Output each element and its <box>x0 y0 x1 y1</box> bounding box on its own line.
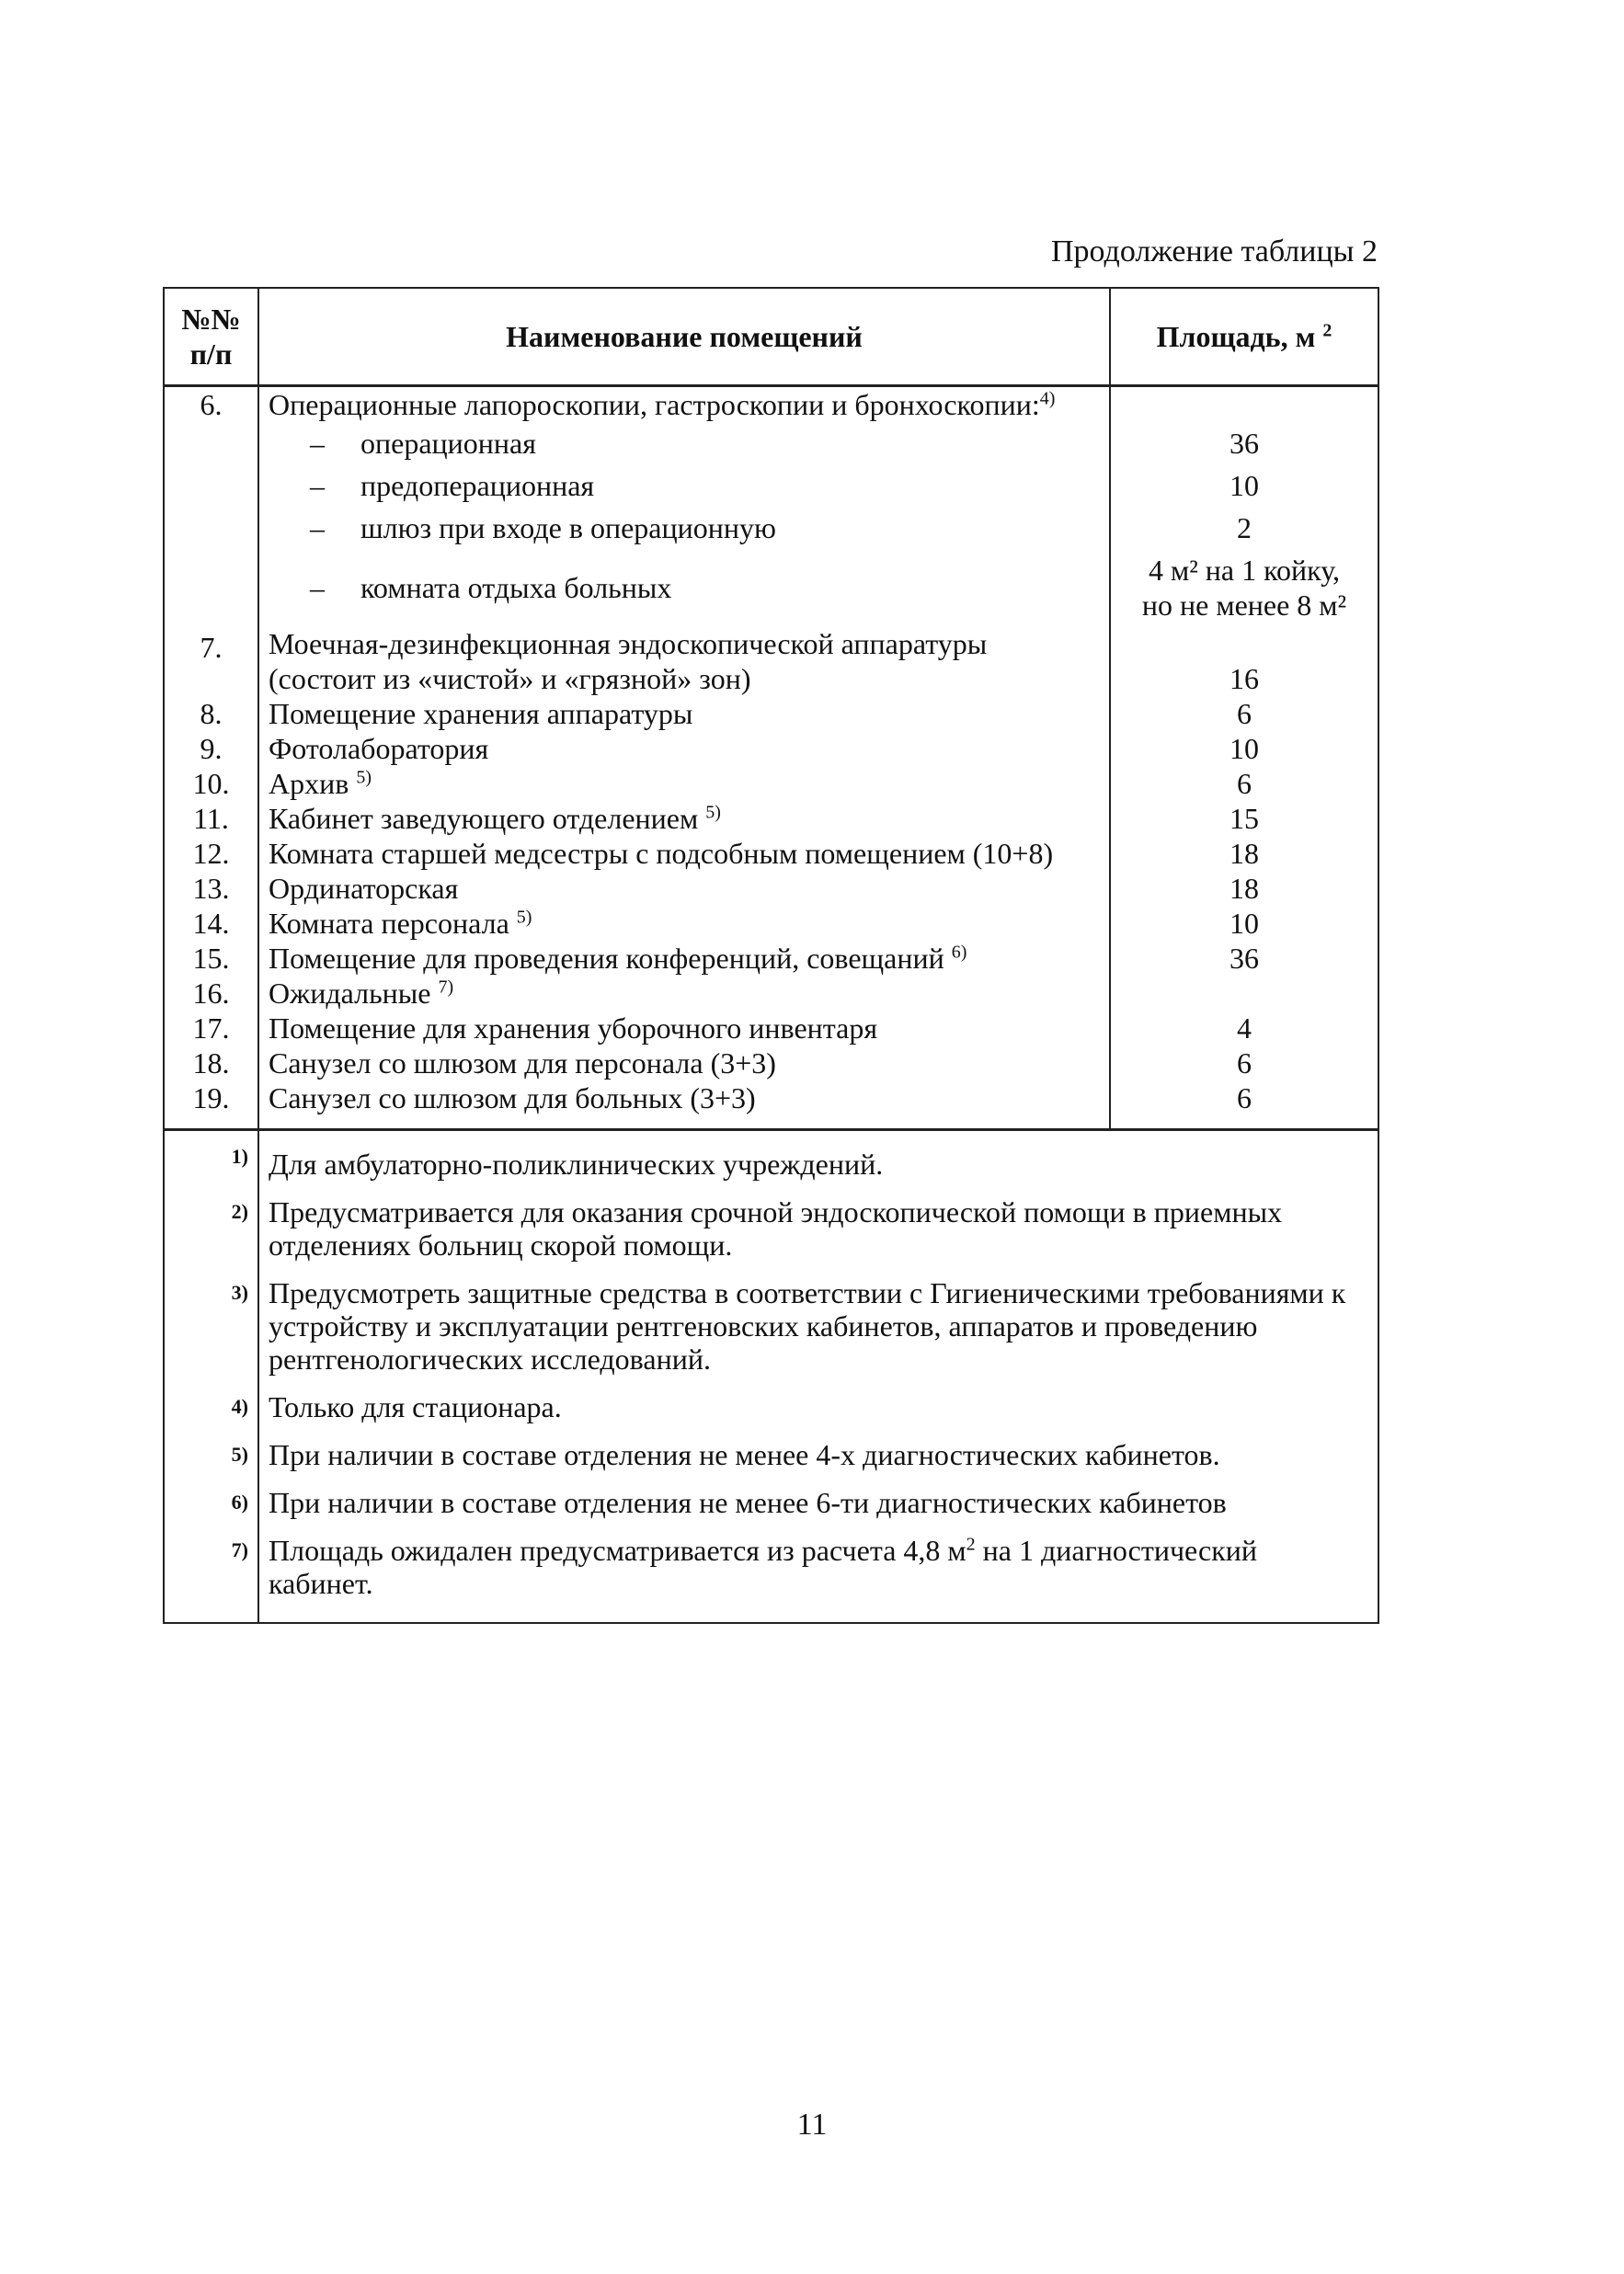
row-value: 6 <box>1110 696 1378 731</box>
table-subrow <box>164 549 1378 626</box>
row-num: 11. <box>164 801 258 836</box>
row-num: 12. <box>164 836 258 871</box>
footnote-row <box>164 1381 1378 1429</box>
footnote-text <box>258 1525 1378 1623</box>
dash: – <box>310 571 325 604</box>
header-area <box>1110 288 1378 386</box>
row-num: 10. <box>164 766 258 801</box>
table-row <box>164 696 1378 731</box>
row-value: 10 <box>1110 906 1378 941</box>
footnote-text: Предусматривается для оказания срочной эндоскопической помощи в приемных отделениях больниц скорой помощи. <box>258 1186 1378 1267</box>
row-value: 18 <box>1110 871 1378 906</box>
footnote-text: Предусмотреть защитные средства в соответствии с Гигиеническими требованиями к устройству и эксплуатации рентгеновских кабинетов, аппаратов и проведению рентгенологических исследований. <box>258 1267 1378 1381</box>
footnote-text: При наличии в составе отделения не менее 6-ти диагностических кабинетов <box>258 1477 1378 1525</box>
row-name <box>258 507 1110 549</box>
row-name <box>258 801 1110 836</box>
row-name <box>258 422 1110 464</box>
footnote-text: Для амбулаторно-поликлинических учреждений. <box>258 1130 1378 1187</box>
table-row <box>164 906 1378 941</box>
footnote-ref: 5) <box>705 802 721 823</box>
row-value <box>1110 976 1378 1011</box>
row-num: 14. <box>164 906 258 941</box>
row-value-line1: 4 м² на 1 койку, <box>1148 554 1341 587</box>
table-subrow <box>164 507 1378 549</box>
table-subrow <box>164 464 1378 507</box>
row-value <box>1110 386 1378 423</box>
footnote-ref: 7) <box>438 977 454 998</box>
footnote-marker: 6) <box>164 1477 258 1525</box>
row-name: Моечная-дезинфекционная эндоскопической аппаратуры (состоит из «чистой» и «грязной» зон) <box>258 626 1110 696</box>
row-value: 16 <box>1110 626 1378 696</box>
footnote-row <box>164 1186 1378 1267</box>
table-row <box>164 976 1378 1011</box>
row-name: Комната старшей медсестры с подсобным помещением (10+8) <box>258 836 1110 871</box>
row-name: Фотолаборатория <box>258 731 1110 766</box>
table-row <box>164 1046 1378 1080</box>
footnote-marker: 2) <box>164 1186 258 1267</box>
table-row <box>164 836 1378 871</box>
row-num: 13. <box>164 871 258 906</box>
footnote-text: При наличии в составе отделения не менее 4-х диагностических кабинетов. <box>258 1429 1378 1477</box>
table-row <box>164 941 1378 976</box>
row-name-text: Кабинет заведующего отделением <box>269 802 699 835</box>
row-value-line2: но не менее 8 м² <box>1141 588 1347 622</box>
footnote-ref: 6) <box>951 942 967 963</box>
table-row <box>164 766 1378 801</box>
footnote-row <box>164 1525 1378 1623</box>
footnote-text-sup: 2 <box>966 1534 976 1555</box>
row-value: 10 <box>1110 731 1378 766</box>
row-value: 18 <box>1110 836 1378 871</box>
row-num-text: 7. <box>200 631 223 664</box>
row-num: 18. <box>164 1046 258 1080</box>
row-value: 4 <box>1110 1011 1378 1046</box>
row-name: Санузел со шлюзом для больных (3+3) <box>258 1080 1110 1130</box>
row-name <box>258 386 1110 423</box>
footnote-text: Только для стационара. <box>258 1381 1378 1429</box>
footnote-marker: 4) <box>164 1381 258 1429</box>
row-num <box>164 549 258 626</box>
row-name-text: Ожидальные <box>269 977 431 1010</box>
row-name <box>258 906 1110 941</box>
table-row <box>164 731 1378 766</box>
table-row <box>164 626 1378 696</box>
row-num <box>164 626 258 696</box>
row-num <box>164 464 258 507</box>
row-name: Ординаторская <box>258 871 1110 906</box>
footnote-text-part2: на 1 диагностический кабинет. <box>269 1534 1258 1600</box>
row-name-text: Комната персонала <box>269 907 509 940</box>
row-name-text: Операционные лапороскопии, гастроскопии и бронхоскопии: <box>269 388 1040 421</box>
footnote-ref: 4) <box>1039 388 1056 409</box>
row-num: 19. <box>164 1080 258 1130</box>
row-name: Помещение для хранения уборочного инвентаря <box>258 1011 1110 1046</box>
row-value <box>1110 549 1378 626</box>
row-value: 6 <box>1110 1046 1378 1080</box>
footnote-ref: 5) <box>516 907 532 928</box>
table-subrow <box>164 422 1378 464</box>
row-num <box>164 507 258 549</box>
footnote-marker: 7) <box>164 1525 258 1623</box>
table-row <box>164 801 1378 836</box>
footnote-ref: 5) <box>356 767 372 788</box>
dash: – <box>310 511 325 544</box>
footnote-row <box>164 1267 1378 1381</box>
row-value: 10 <box>1110 464 1378 507</box>
row-name-text: шлюз при входе в операционную <box>360 511 776 544</box>
table-header-row <box>164 288 1378 386</box>
footnote-text-part1: Площадь ожидален предусматривается из расчета 4,8 м <box>269 1534 966 1567</box>
row-value: 15 <box>1110 801 1378 836</box>
row-value: 36 <box>1110 941 1378 976</box>
header-area-sup: 2 <box>1322 320 1332 341</box>
row-value: 36 <box>1110 422 1378 464</box>
row-name <box>258 464 1110 507</box>
row-value: 6 <box>1110 766 1378 801</box>
dash: – <box>310 427 325 460</box>
table-row <box>164 1011 1378 1046</box>
row-name: Помещение хранения аппаратуры <box>258 696 1110 731</box>
row-name-text: операционная <box>360 427 536 460</box>
dash: – <box>310 469 325 502</box>
row-name-text: предоперационная <box>360 469 595 502</box>
row-value: 2 <box>1110 507 1378 549</box>
footnote-row <box>164 1477 1378 1525</box>
row-num <box>164 422 258 464</box>
table-caption: Продолжение таблицы 2 <box>1050 234 1378 269</box>
row-num: 6. <box>164 386 258 423</box>
table-row <box>164 871 1378 906</box>
header-area-label: Площадь, м <box>1156 320 1316 353</box>
row-num: 16. <box>164 976 258 1011</box>
row-num: 8. <box>164 696 258 731</box>
row-num: 9. <box>164 731 258 766</box>
row-name: Санузел со шлюзом для персонала (3+3) <box>258 1046 1110 1080</box>
premises-table <box>163 287 1379 1624</box>
footnote-marker: 3) <box>164 1267 258 1381</box>
row-name <box>258 976 1110 1011</box>
footnote-marker: 5) <box>164 1429 258 1477</box>
row-name <box>258 549 1110 626</box>
row-name <box>258 941 1110 976</box>
table-row <box>164 1080 1378 1130</box>
row-num: 17. <box>164 1011 258 1046</box>
row-name-text: комната отдыха больных <box>360 571 672 604</box>
footnote-row <box>164 1130 1378 1187</box>
footnote-row <box>164 1429 1378 1477</box>
header-num: №№ п/п <box>164 288 258 386</box>
page-number: 11 <box>796 2108 828 2142</box>
row-value: 6 <box>1110 1080 1378 1130</box>
footnote-marker: 1) <box>164 1130 258 1187</box>
row-name <box>258 766 1110 801</box>
row-name-text: Архив <box>269 767 349 800</box>
row-name-text: Помещение для проведения конференций, совещаний <box>269 942 944 975</box>
table-row <box>164 386 1378 423</box>
header-name: Наименование помещений <box>258 288 1110 386</box>
row-num: 15. <box>164 941 258 976</box>
